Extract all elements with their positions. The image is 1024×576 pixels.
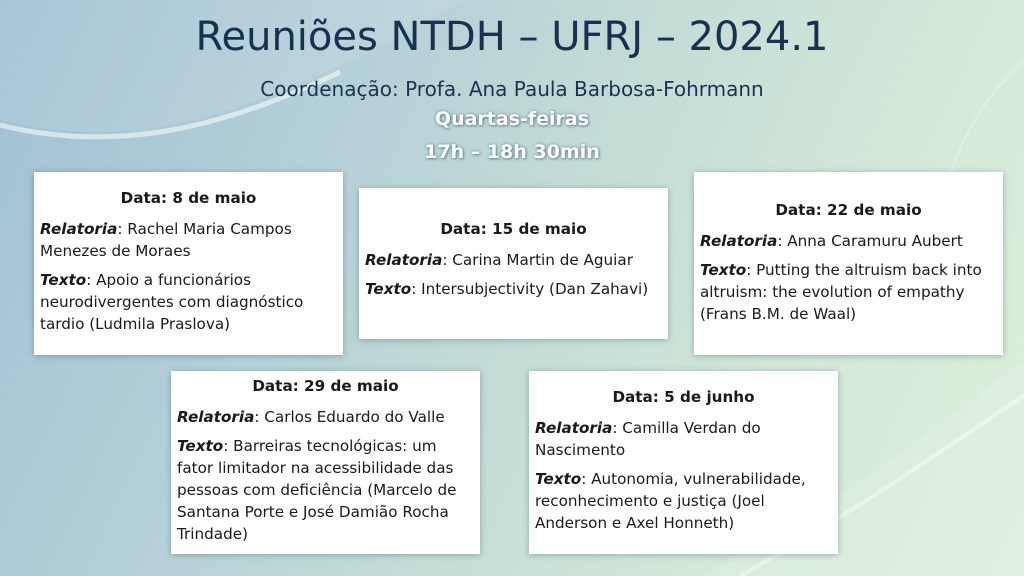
relatoria-line (177, 406, 474, 428)
relatoria-line (535, 417, 832, 461)
texto-label: Texto (365, 280, 412, 298)
meeting-days: Quartas-feiras (434, 108, 590, 130)
meeting-date: Data: 29 de maio (252, 377, 399, 395)
texto-label: Texto (700, 261, 747, 279)
relatoria-line (40, 218, 337, 262)
relatoria-value: : Carina Martin de Aguiar (442, 251, 633, 269)
coordination-text: Coordenação: Profa. Ana Paula Barbosa-Fohrmann (260, 77, 764, 101)
relatoria-label: Relatoria (177, 408, 255, 426)
relatoria-label: Relatoria (365, 251, 443, 269)
relatoria-label: Relatoria (700, 232, 778, 250)
relatoria-value: : Camilla Verdan do Nascimento (535, 419, 761, 459)
meeting-date: Data: 8 de maio (120, 189, 257, 207)
meeting-date: Data: 15 de maio (440, 220, 587, 238)
texto-value: : Putting the altruism back into altruism: the evolution of empathy (Frans B.M. de Waal) (700, 261, 982, 323)
page-title: Reuniões NTDH – UFRJ – 2024.1 (195, 14, 829, 60)
meeting-card-8-maio (34, 172, 343, 355)
relatoria-value: : Anna Caramuru Aubert (777, 232, 963, 250)
relatoria-line (365, 249, 662, 271)
texto-value: : Apoio a funcionários neurodivergentes com diagnóstico tardio (Ludmila Praslova) (40, 271, 304, 333)
texto-line (700, 259, 997, 325)
texto-line (177, 435, 474, 545)
meeting-card-15-maio (359, 188, 668, 339)
relatoria-label: Relatoria (535, 419, 613, 437)
meeting-card-5-junho (529, 371, 838, 554)
texto-value: : Autonomia, vulnerabilidade, reconhecimento e justiça (Joel Anderson e Axel Honneth) (535, 470, 806, 532)
texto-value: : Barreiras tecnológicas: um fator limitador na acessibilidade das pessoas com deficiência (Marcelo de Santana Porte e José Damião Rocha Trindade) (177, 437, 457, 543)
texto-label: Texto (40, 271, 87, 289)
texto-label: Texto (177, 437, 224, 455)
meeting-card-22-maio (694, 172, 1003, 355)
relatoria-value: : Carlos Eduardo do Valle (254, 408, 445, 426)
texto-line (535, 468, 832, 534)
relatoria-label: Relatoria (40, 220, 118, 238)
texto-value: : Intersubjectivity (Dan Zahavi) (411, 280, 649, 298)
relatoria-value: : Rachel Maria Campos Menezes de Moraes (40, 220, 292, 260)
relatoria-line (700, 230, 997, 252)
meeting-time: 17h – 18h 30min (424, 141, 600, 163)
texto-label: Texto (535, 470, 582, 488)
meeting-card-29-maio (171, 371, 480, 554)
meeting-date: Data: 22 de maio (775, 201, 922, 219)
texto-line (365, 278, 662, 300)
meeting-date: Data: 5 de junho (612, 388, 755, 406)
texto-line (40, 269, 337, 335)
